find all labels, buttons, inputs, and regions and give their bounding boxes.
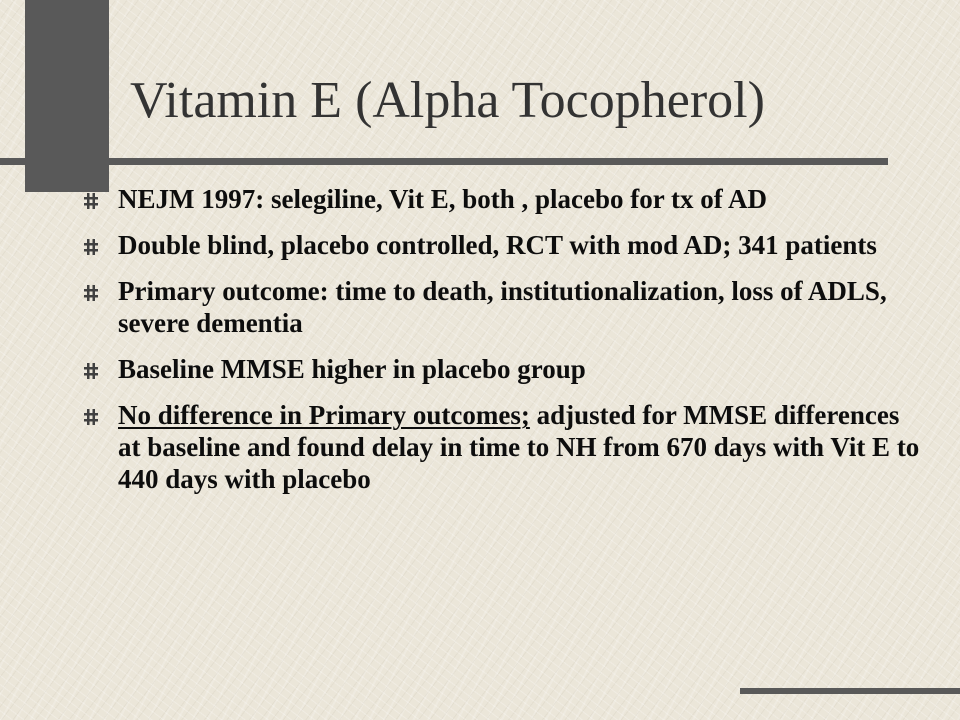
bullet-item — [118, 229, 928, 261]
bullet-text: Double blind, placebo controlled, RCT with mod AD; 341 patients — [118, 230, 877, 260]
bullet-item — [118, 399, 928, 495]
bullet-underlined-text: No difference in Primary outcomes; — [118, 400, 530, 430]
hash-bullet-icon — [84, 193, 98, 209]
bullet-text: adjusted for MMSE differences at baseline and found delay in time to NH from 670 days with Vit E to 440 days with placebo — [118, 400, 920, 494]
hash-bullet-icon — [84, 363, 98, 379]
bottom-rule — [740, 688, 960, 694]
slide-title: Vitamin E (Alpha Tocopherol) — [130, 72, 765, 129]
title-rule — [0, 158, 888, 165]
bullet-item — [118, 183, 928, 215]
hash-bullet-icon — [84, 285, 98, 301]
bullet-list — [118, 183, 928, 509]
bullet-item — [118, 353, 928, 385]
bullet-text: Primary outcome: time to death, institutionalization, loss of ADLS, severe dementia — [118, 276, 887, 338]
hash-bullet-icon — [84, 409, 98, 425]
bullet-item — [118, 275, 928, 339]
bullet-text: Baseline MMSE higher in placebo group — [118, 354, 586, 384]
bullet-text: NEJM 1997: selegiline, Vit E, both , placebo for tx of AD — [118, 184, 767, 214]
hash-bullet-icon — [84, 239, 98, 255]
